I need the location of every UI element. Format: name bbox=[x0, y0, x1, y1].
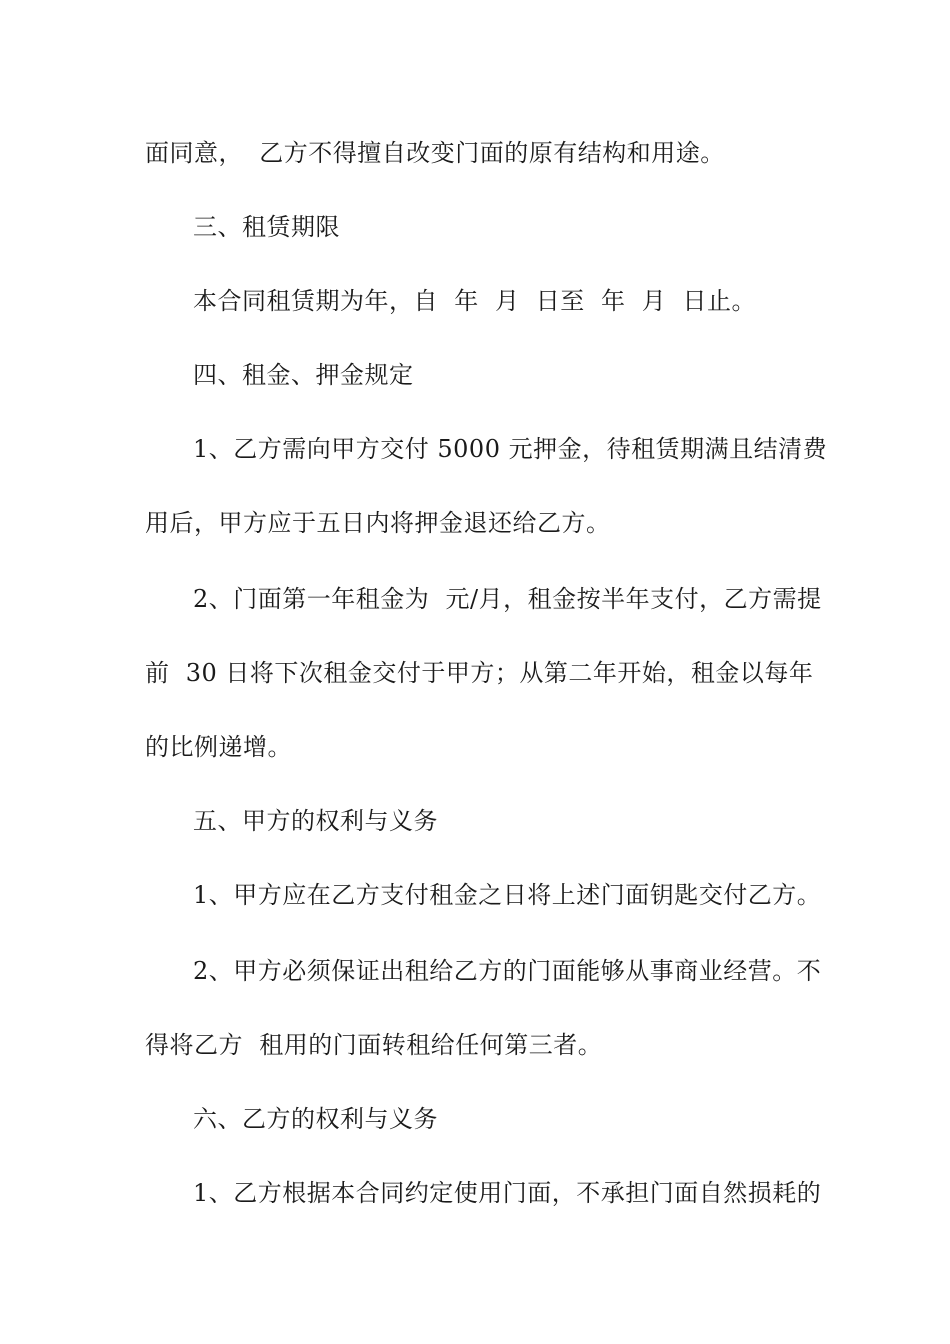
paragraph-lease-term: 本合同租赁期为年，自 年 月 日至 年 月 日止。 bbox=[193, 287, 757, 315]
paragraph-continuation: 面同意， 乙方不得擅自改变门面的原有结构和用途。 bbox=[145, 139, 725, 167]
paragraph-party-a-item-2-line-1: 2、甲方必须保证出租给乙方的门面能够从事商业经营。不 bbox=[193, 957, 822, 985]
section-heading-party-b-duties: 六、乙方的权利与义务 bbox=[193, 1105, 438, 1133]
paragraph-deposit-line-1: 1、乙方需向甲方交付 5000 元押金，待租赁期满且结清费 bbox=[193, 435, 828, 463]
paragraph-party-b-item-1: 1、乙方根据本合同约定使用门面，不承担门面自然损耗的 bbox=[193, 1179, 822, 1207]
paragraph-rent-line-2: 前 30 日将下次租金交付于甲方；从第二年开始，租金以每年 bbox=[145, 659, 814, 687]
section-heading-party-a-duties: 五、甲方的权利与义务 bbox=[193, 807, 438, 835]
paragraph-party-a-item-2-line-2: 得将乙方 租用的门面转租给任何第三者。 bbox=[145, 1031, 603, 1059]
paragraph-party-a-item-1: 1、甲方应在乙方支付租金之日将上述门面钥匙交付乙方。 bbox=[193, 881, 822, 909]
paragraph-rent-line-1: 2、门面第一年租金为 元/月，租金按半年支付，乙方需提 bbox=[193, 585, 822, 613]
section-heading-rent-deposit: 四、租金、押金规定 bbox=[193, 361, 414, 389]
section-heading-lease-term: 三、租赁期限 bbox=[193, 213, 340, 241]
paragraph-rent-line-3: 的比例递增。 bbox=[145, 733, 292, 761]
paragraph-deposit-line-2: 用后，甲方应于五日内将押金退还给乙方。 bbox=[145, 509, 611, 537]
